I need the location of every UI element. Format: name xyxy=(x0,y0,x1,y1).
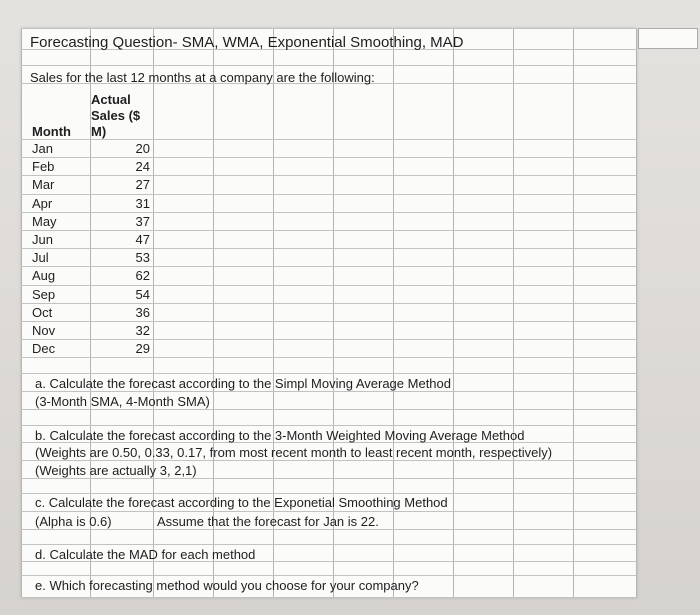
sales-cell: 32 xyxy=(135,323,150,338)
month-cell: Sep xyxy=(32,287,56,302)
grid-hline xyxy=(21,391,637,392)
grid-vline xyxy=(273,28,274,598)
question-c-line2a: (Alpha is 0.6) xyxy=(35,514,112,529)
month-cell: Jun xyxy=(32,232,53,247)
grid-vline xyxy=(636,28,637,598)
grid-hline xyxy=(21,212,637,213)
grid-vline xyxy=(573,28,574,598)
month-cell: Jan xyxy=(32,141,53,156)
month-cell: Apr xyxy=(32,196,53,211)
question-c-line1: c. Calculate the forecast according to the Exponetial Smoothing Method xyxy=(35,495,448,510)
question-b-line1: b. Calculate the forecast according to the 3-Month Weighted Moving Average Method xyxy=(35,428,525,443)
grid-hline xyxy=(21,597,637,598)
grid-hline xyxy=(21,248,637,249)
month-cell: May xyxy=(32,214,57,229)
grid-hline xyxy=(21,175,637,176)
sales-cell: 37 xyxy=(135,214,150,229)
sales-cell: 54 xyxy=(135,287,150,302)
sales-cell: 20 xyxy=(135,141,150,156)
grid-hline xyxy=(21,493,637,494)
month-cell: Aug xyxy=(32,268,56,283)
sales-cell: 24 xyxy=(135,159,150,174)
grid-hline xyxy=(21,373,637,374)
grid-hline xyxy=(21,321,637,322)
sales-cell: 47 xyxy=(135,232,150,247)
question-c-line2b: Assume that the forecast for Jan is 22. xyxy=(157,514,379,529)
grid-hline xyxy=(21,157,637,158)
month-cell: Mar xyxy=(32,177,55,192)
grid-hline xyxy=(21,285,637,286)
month-cell: Dec xyxy=(32,341,56,356)
month-cell: Jul xyxy=(32,250,49,265)
grid-hline xyxy=(21,339,637,340)
grid-vline xyxy=(21,28,22,598)
sales-cell: 36 xyxy=(135,305,150,320)
question-e: e. Which forecasting method would you choose for your company? xyxy=(35,578,419,593)
intro-text: Sales for the last 12 months at a company are the following: xyxy=(30,70,375,85)
grid-hline xyxy=(21,303,637,304)
month-cell: Nov xyxy=(32,323,56,338)
grid-vline xyxy=(153,28,154,598)
grid-hline xyxy=(21,230,637,231)
sales-header-line2: Sales ($ xyxy=(91,108,141,123)
grid-vline xyxy=(513,28,514,598)
question-b-line3: (Weights are actually 3, 2,1) xyxy=(35,463,197,478)
question-d: d. Calculate the MAD for each method xyxy=(35,547,256,562)
grid-vline xyxy=(393,28,394,598)
sales-cell: 27 xyxy=(135,177,150,192)
grid-hline xyxy=(21,460,637,461)
page-title: Forecasting Question- SMA, WMA, Exponential Smoothing, MAD xyxy=(30,34,464,51)
sales-cell: 29 xyxy=(135,341,150,356)
month-cell: Feb xyxy=(32,159,55,174)
grid-hline xyxy=(21,28,637,29)
grid-vline xyxy=(333,28,334,598)
grid-hline xyxy=(21,357,637,358)
grid-hline xyxy=(21,478,637,479)
question-a-line1: a. Calculate the forecast according to the Simpl Moving Average Method xyxy=(35,376,451,391)
grid-hline xyxy=(21,425,637,426)
grid-hline xyxy=(21,575,637,576)
grid-hline xyxy=(21,65,637,66)
sales-header-line1: Actual xyxy=(91,92,131,107)
month-cell: Oct xyxy=(32,305,53,320)
adjacent-cell xyxy=(638,28,698,49)
question-b-line2: (Weights are 0.50, 0.33, 0.17, from most recent month to least recent month, respectively) xyxy=(35,445,553,460)
sales-cell: 62 xyxy=(135,268,150,283)
grid-hline xyxy=(21,194,637,195)
sales-cell: 53 xyxy=(135,250,150,265)
grid-vline xyxy=(453,28,454,598)
grid-vline xyxy=(213,28,214,598)
grid-hline xyxy=(21,139,637,140)
grid-hline xyxy=(21,511,637,512)
question-a-line2: (3-Month SMA, 4-Month SMA) xyxy=(35,394,210,409)
month-header: Month xyxy=(32,124,71,139)
grid-hline xyxy=(21,544,637,545)
grid-hline xyxy=(21,409,637,410)
spreadsheet xyxy=(21,28,637,598)
sales-cell: 31 xyxy=(135,196,150,211)
grid-hline xyxy=(21,529,637,530)
grid-hline xyxy=(21,266,637,267)
sales-header-line3: M) xyxy=(91,124,107,139)
